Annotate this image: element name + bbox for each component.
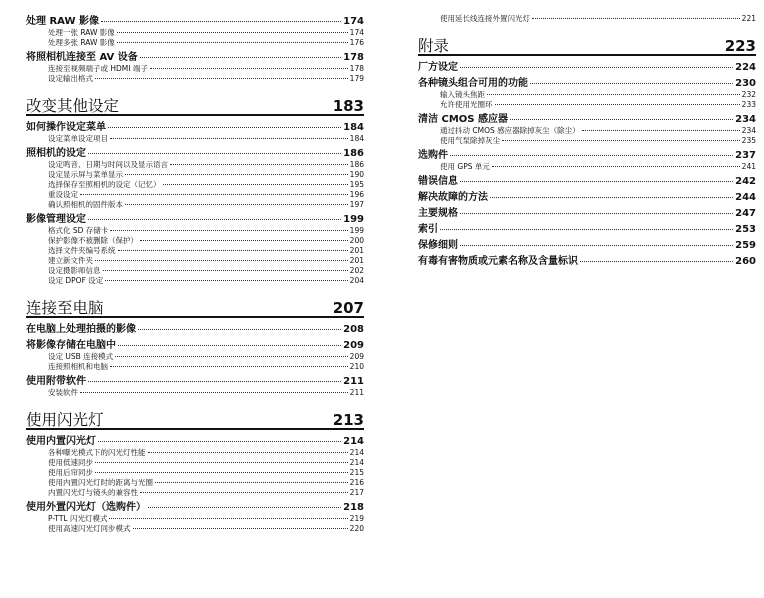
entry-page-number: 217 <box>349 488 364 497</box>
entry-page-number: 199 <box>343 214 364 225</box>
entry-label: 设定摄影师信息 <box>48 266 101 275</box>
entry-page-number: 241 <box>741 162 756 171</box>
toc-section-entry[interactable] <box>26 51 364 64</box>
toc-subsection-entry[interactable] <box>26 246 364 256</box>
toc-left-column <box>26 14 364 534</box>
dot-leader <box>115 356 348 357</box>
toc-subsection-entry[interactable] <box>26 478 364 488</box>
entry-label: P-TTL 闪光灯模式 <box>48 514 108 523</box>
toc-subsection-entry[interactable] <box>26 352 364 362</box>
entry-label: 允许使用光圈环 <box>440 100 493 109</box>
entry-page-number: 196 <box>349 190 364 199</box>
toc-subsection-entry[interactable] <box>26 64 364 74</box>
entry-page-number: 186 <box>349 160 364 169</box>
chapter-title: 附录 <box>418 36 450 55</box>
entry-page-number: 214 <box>349 448 364 457</box>
entry-page-number: 233 <box>741 100 756 109</box>
dot-leader <box>108 127 341 128</box>
entry-page-number: 216 <box>349 478 364 487</box>
entry-page-number: 199 <box>349 226 364 235</box>
dot-leader <box>140 492 348 493</box>
entry-page-number: 221 <box>741 14 756 23</box>
dot-leader <box>118 250 348 251</box>
dot-leader <box>109 518 347 519</box>
toc-subsection-entry[interactable] <box>26 38 364 48</box>
dot-leader <box>125 204 348 205</box>
toc-subsection-entry[interactable] <box>418 90 756 100</box>
dot-leader <box>140 57 341 58</box>
dot-leader <box>117 42 348 43</box>
entry-page-number: 209 <box>343 340 364 351</box>
toc-subsection-entry[interactable] <box>26 190 364 200</box>
chapter-heading[interactable] <box>26 293 364 318</box>
entry-label: 重设设定 <box>48 190 78 199</box>
chapter-title: 连接至电脑 <box>26 298 104 317</box>
entry-label: 各种镜头组合可用的功能 <box>418 78 528 89</box>
toc-subsection-entry[interactable] <box>26 236 364 246</box>
toc-section-entry[interactable] <box>26 323 364 336</box>
entry-page-number: 215 <box>349 468 364 477</box>
entry-label: 保护影像不被删除（保护） <box>48 236 138 245</box>
entry-page-number: 176 <box>349 38 364 47</box>
entry-label: 设定 USB 连接模式 <box>48 352 114 361</box>
toc-subsection-entry[interactable] <box>26 388 364 398</box>
entry-label: 如何操作设定菜单 <box>26 122 106 133</box>
toc-section-entry[interactable] <box>26 15 364 28</box>
chapter-page-number: 223 <box>724 37 756 55</box>
entry-page-number: 220 <box>349 524 364 533</box>
dot-leader <box>440 229 733 230</box>
dot-leader <box>88 153 341 154</box>
toc-section-entry[interactable] <box>418 255 756 268</box>
entry-page-number: 174 <box>349 28 364 37</box>
dot-leader <box>450 155 733 156</box>
entry-page-number: 237 <box>735 150 756 161</box>
entry-page-number: 214 <box>343 436 364 447</box>
toc-subsection-entry[interactable] <box>26 276 364 286</box>
entry-page-number: 214 <box>349 458 364 467</box>
dot-leader <box>110 366 348 367</box>
toc-subsection-entry[interactable] <box>26 28 364 38</box>
toc-section-entry[interactable] <box>418 61 756 74</box>
dot-leader <box>502 140 740 141</box>
dot-leader <box>80 194 348 195</box>
toc-section-entry[interactable] <box>418 223 756 236</box>
entry-label: 影像管理设定 <box>26 214 86 225</box>
toc-subsection-entry[interactable] <box>418 14 756 24</box>
entry-label: 使用延长线连接外置闪光灯 <box>440 14 530 23</box>
entry-label: 输入镜头焦距 <box>440 90 485 99</box>
entry-label: 使用气泵除掉灰尘 <box>440 136 500 145</box>
entry-label: 处理多张 RAW 影像 <box>48 38 115 47</box>
dot-leader <box>495 104 740 105</box>
dot-leader <box>148 507 341 508</box>
dot-leader <box>460 213 733 214</box>
dot-leader <box>95 472 348 473</box>
entry-page-number: 195 <box>349 180 364 189</box>
entry-label: 处理 RAW 影像 <box>26 16 99 27</box>
chapter-heading[interactable] <box>26 91 364 116</box>
entry-page-number: 211 <box>343 376 364 387</box>
entry-label: 设定鸣音、日期与时间以及显示语言 <box>48 160 168 169</box>
entry-page-number: 186 <box>343 148 364 159</box>
dot-leader <box>150 68 348 69</box>
entry-page-number: 234 <box>735 114 756 125</box>
toc-subsection-entry[interactable] <box>26 134 364 144</box>
entry-page-number: 247 <box>735 208 756 219</box>
dot-leader <box>88 219 341 220</box>
toc-section-entry[interactable] <box>418 77 756 90</box>
toc-subsection-entry[interactable] <box>26 488 364 498</box>
dot-leader <box>118 345 341 346</box>
toc-subsection-entry[interactable] <box>26 74 364 84</box>
toc-section-entry[interactable] <box>418 207 756 220</box>
entry-page-number: 202 <box>349 266 364 275</box>
chapter-page-number: 183 <box>332 97 364 115</box>
toc-subsection-entry[interactable] <box>26 226 364 236</box>
entry-label: 设定输出格式 <box>48 74 93 83</box>
toc-subsection-entry[interactable] <box>418 100 756 110</box>
entry-label: 安装软件 <box>48 388 78 397</box>
dot-leader <box>98 441 341 442</box>
entry-label: 清洁 CMOS 感应器 <box>418 114 508 125</box>
dot-leader <box>117 32 348 33</box>
entry-label: 使用高速闪光灯同步模式 <box>48 524 131 533</box>
dot-leader <box>95 462 348 463</box>
entry-page-number: 232 <box>741 90 756 99</box>
chapter-title: 使用闪光灯 <box>26 410 104 429</box>
entry-label: 使用 GPS 单元 <box>440 162 490 171</box>
toc-section-entry[interactable] <box>418 191 756 204</box>
entry-page-number: 230 <box>735 78 756 89</box>
dot-leader <box>170 164 348 165</box>
toc-subsection-entry[interactable] <box>418 126 756 136</box>
entry-label: 将照相机连接至 AV 设备 <box>26 52 138 63</box>
dot-leader <box>460 181 733 182</box>
entry-label: 使用内置闪光灯 <box>26 436 96 447</box>
entry-page-number: 184 <box>349 134 364 143</box>
entry-page-number: 201 <box>349 256 364 265</box>
toc-section-entry[interactable] <box>26 435 364 448</box>
entry-label: 索引 <box>418 224 438 235</box>
dot-leader <box>95 260 348 261</box>
dot-leader <box>110 138 348 139</box>
entry-page-number: 179 <box>349 74 364 83</box>
toc-section-entry[interactable] <box>418 149 756 162</box>
entry-page-number: 178 <box>349 64 364 73</box>
toc-subsection-entry[interactable] <box>26 200 364 210</box>
toc-section-entry[interactable] <box>26 375 364 388</box>
toc-section-entry[interactable] <box>26 121 364 134</box>
dot-leader <box>155 482 348 483</box>
entry-page-number: 210 <box>349 362 364 371</box>
dot-leader <box>530 83 733 84</box>
dot-leader <box>140 240 348 241</box>
entry-label: 设定菜单设定项目 <box>48 134 108 143</box>
entry-label: 连接至视频端子或 HDMI 端子 <box>48 64 148 73</box>
entry-label: 选择文件夹编号系统 <box>48 246 116 255</box>
entry-label: 连接照相机和电脑 <box>48 362 108 371</box>
dot-leader <box>163 184 348 185</box>
entry-label: 处理一张 RAW 影像 <box>48 28 115 37</box>
entry-page-number: 201 <box>349 246 364 255</box>
dot-leader <box>487 94 740 95</box>
entry-label: 设定显示屏与菜单显示 <box>48 170 123 179</box>
toc-section-entry[interactable] <box>26 213 364 226</box>
entry-page-number: 178 <box>343 52 364 63</box>
dot-leader <box>582 130 740 131</box>
entry-label: 主要规格 <box>418 208 458 219</box>
toc-subsection-entry[interactable] <box>26 180 364 190</box>
entry-page-number: 219 <box>349 514 364 523</box>
entry-label: 使用外置闪光灯（选购件） <box>26 502 146 513</box>
chapter-page-number: 213 <box>332 411 364 429</box>
toc-subsection-entry[interactable] <box>418 136 756 146</box>
dot-leader <box>80 392 348 393</box>
toc-section-entry[interactable] <box>26 147 364 160</box>
toc-subsection-entry[interactable] <box>26 266 364 276</box>
entry-page-number: 209 <box>349 352 364 361</box>
entry-label: 使用低速同步 <box>48 458 93 467</box>
entry-page-number: 242 <box>735 176 756 187</box>
toc-subsection-entry[interactable] <box>26 170 364 180</box>
entry-page-number: 184 <box>343 122 364 133</box>
entry-page-number: 253 <box>735 224 756 235</box>
dot-leader <box>460 67 733 68</box>
entry-page-number: 235 <box>741 136 756 145</box>
entry-page-number: 211 <box>349 388 364 397</box>
entry-label: 解决故障的方法 <box>418 192 488 203</box>
entry-label: 使用附带软件 <box>26 376 86 387</box>
entry-label: 各种曝光模式下的闪光灯性能 <box>48 448 146 457</box>
entry-page-number: 204 <box>349 276 364 285</box>
entry-page-number: 234 <box>741 126 756 135</box>
toc-subsection-entry[interactable] <box>26 256 364 266</box>
dot-leader <box>133 528 348 529</box>
entry-label: 确认照相机的固件版本 <box>48 200 123 209</box>
toc-section-entry[interactable] <box>26 339 364 352</box>
entry-page-number: 197 <box>349 200 364 209</box>
entry-label: 建立新文件夹 <box>48 256 93 265</box>
dot-leader <box>125 174 348 175</box>
toc-subsection-entry[interactable] <box>26 362 364 372</box>
toc-subsection-entry[interactable] <box>26 160 364 170</box>
entry-label: 使用后帘同步 <box>48 468 93 477</box>
dot-leader <box>532 18 740 19</box>
chapter-page-number: 207 <box>332 299 364 317</box>
toc-section-entry[interactable] <box>26 501 364 514</box>
entry-label: 有毒有害物质或元素名称及含量标识 <box>418 256 578 267</box>
dot-leader <box>138 329 341 330</box>
entry-page-number: 174 <box>343 16 364 27</box>
toc-section-entry[interactable] <box>418 239 756 252</box>
dot-leader <box>490 197 733 198</box>
dot-leader <box>510 119 733 120</box>
chapter-title: 改变其他设定 <box>26 96 120 115</box>
toc-section-entry[interactable] <box>418 113 756 126</box>
dot-leader <box>95 78 348 79</box>
entry-label: 通过抖动 CMOS 感应器除掉灰尘（除尘） <box>440 126 580 135</box>
dot-leader <box>101 21 341 22</box>
dot-leader <box>105 280 347 281</box>
dot-leader <box>110 230 347 231</box>
entry-label: 选购件 <box>418 150 448 161</box>
toc-subsection-entry[interactable] <box>26 524 364 534</box>
toc-right-column <box>418 14 756 268</box>
entry-label: 选择保存至照相机的设定（记忆） <box>48 180 161 189</box>
entry-label: 在电脑上处理拍摄的影像 <box>26 324 136 335</box>
entry-page-number: 259 <box>735 240 756 251</box>
entry-page-number: 208 <box>343 324 364 335</box>
toc-subsection-entry[interactable] <box>26 468 364 478</box>
toc-subsection-entry[interactable] <box>26 458 364 468</box>
chapter-heading[interactable] <box>418 31 756 56</box>
entry-page-number: 260 <box>735 256 756 267</box>
entry-label: 内置闪光灯与镜头的兼容性 <box>48 488 138 497</box>
dot-leader <box>88 381 341 382</box>
toc-subsection-entry[interactable] <box>26 514 364 524</box>
dot-leader <box>148 452 348 453</box>
dot-leader <box>103 270 348 271</box>
dot-leader <box>492 166 740 167</box>
entry-page-number: 218 <box>343 502 364 513</box>
toc-section-entry[interactable] <box>418 175 756 188</box>
dot-leader <box>460 245 733 246</box>
entry-page-number: 244 <box>735 192 756 203</box>
toc-subsection-entry[interactable] <box>26 448 364 458</box>
chapter-heading[interactable] <box>26 405 364 430</box>
toc-subsection-entry[interactable] <box>418 162 756 172</box>
dot-leader <box>580 261 733 262</box>
entry-label: 设定 DPOF 设定 <box>48 276 104 285</box>
entry-label: 将影像存储在电脑中 <box>26 340 116 351</box>
entry-label: 保修细则 <box>418 240 458 251</box>
entry-label: 使用内置闪光灯时的距离与光圈 <box>48 478 153 487</box>
entry-page-number: 190 <box>349 170 364 179</box>
entry-page-number: 224 <box>735 62 756 73</box>
entry-label: 厂方设定 <box>418 62 458 73</box>
entry-label: 错误信息 <box>418 176 458 187</box>
entry-label: 照相机的设定 <box>26 148 86 159</box>
entry-page-number: 200 <box>349 236 364 245</box>
entry-label: 格式化 SD 存储卡 <box>48 226 109 235</box>
